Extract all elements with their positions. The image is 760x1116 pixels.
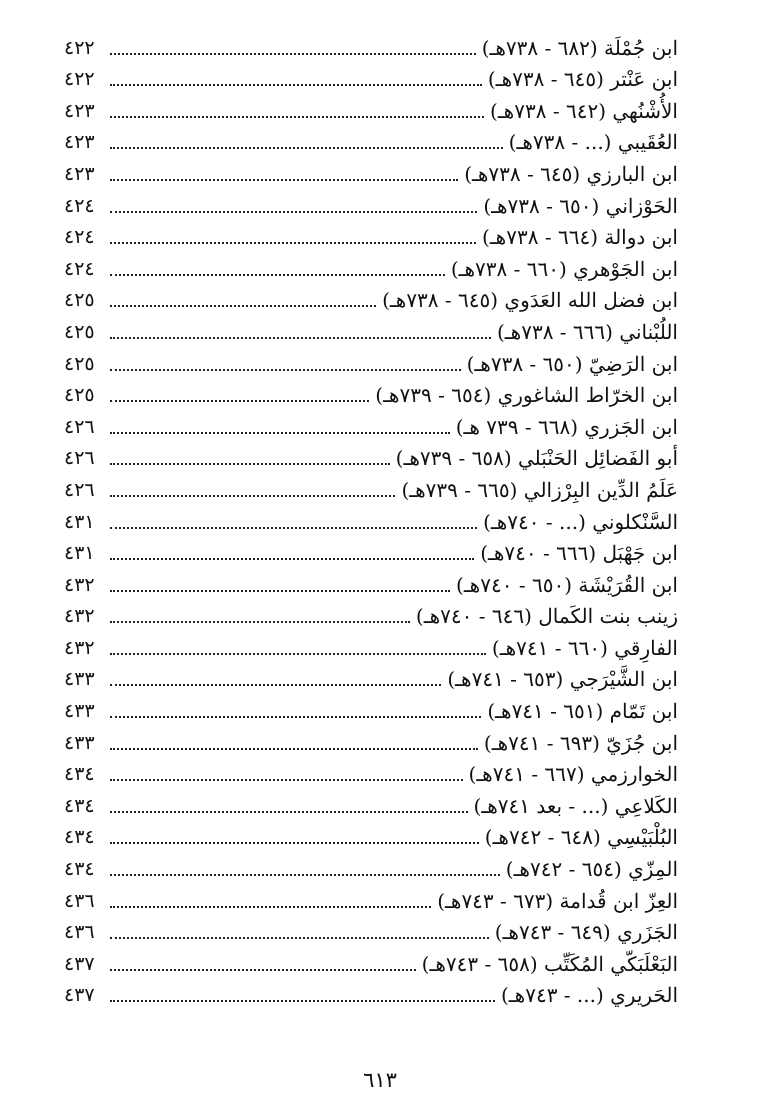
- dot-leader: [110, 842, 479, 844]
- entry-title: الخوارزمي (٦٦٧ - ٧٤١هـ): [468, 762, 678, 787]
- entry-page-number: ٤٢٥: [64, 384, 95, 407]
- entry-title: ابن الجَوْهري (٦٦٠ - ٧٣٨هـ): [450, 256, 678, 281]
- dot-leader: [110, 84, 482, 86]
- entry-title: الكَلاعِي (... - بعد ٧٤١هـ): [473, 793, 678, 818]
- toc-entry: [64, 820, 678, 852]
- page-number: ٦١٣: [363, 1068, 397, 1092]
- entry-page-number: ٤٣٤: [64, 858, 95, 881]
- toc-entry: [64, 188, 678, 220]
- entry-page-number: ٤٣٦: [64, 921, 95, 944]
- toc-entry: [64, 93, 678, 125]
- dot-leader: [110, 969, 416, 971]
- entry-page-number: ٤٣٣: [64, 700, 95, 723]
- entry-page-number: ٤٢٤: [64, 194, 95, 217]
- toc-entry: [64, 536, 678, 568]
- entry-page-number: ٤٣٣: [64, 731, 95, 754]
- entry-title: ابن جُمْلَة (٦٨٢ - ٧٣٨هـ): [481, 35, 678, 60]
- toc-entry: [64, 251, 678, 283]
- dot-leader: [110, 369, 461, 371]
- entry-title: اللُبْناني (٦٦٦ - ٧٣٨هـ): [496, 319, 678, 344]
- entry-title: الحَريري (... - ٧٤٣هـ): [500, 983, 678, 1008]
- dot-leader: [110, 242, 476, 244]
- entry-title: ابن القُرَيْشَة (٦٥٠ - ٧٤٠هـ): [456, 572, 678, 597]
- dot-leader: [110, 906, 431, 908]
- toc-entry: [64, 472, 678, 504]
- toc-entry: [64, 504, 678, 536]
- dot-leader: [110, 179, 458, 181]
- dot-leader: [110, 811, 468, 813]
- dot-leader: [110, 874, 500, 876]
- entry-page-number: ٤٢٤: [64, 257, 95, 280]
- dot-leader: [110, 337, 491, 339]
- entry-title: ابن دوالة (٦٦٤ - ٧٣٨هـ): [482, 225, 678, 250]
- dot-leader: [110, 274, 445, 276]
- dot-leader: [110, 748, 478, 750]
- dot-leader: [110, 147, 503, 149]
- entry-title: ابن الجَزري (٦٦٨ - ٧٣٩ هـ): [455, 414, 678, 439]
- toc-entry: [64, 725, 678, 757]
- entry-page-number: ٤٢٦: [64, 415, 95, 438]
- entry-page-number: ٤٣٧: [64, 984, 95, 1007]
- entry-title: زينب بنت الكَمال (٦٤٦ - ٧٤٠هـ): [415, 604, 678, 629]
- dot-leader: [110, 211, 477, 213]
- toc-entry: [64, 915, 678, 947]
- toc-entry: [64, 30, 678, 62]
- entry-page-number: ٤٢٥: [64, 320, 95, 343]
- entry-page-number: ٤٢٢: [64, 68, 95, 91]
- entry-title: الجَزَري (٦٤٩ - ٧٤٣هـ): [494, 920, 678, 945]
- entry-page-number: ٤٢٥: [64, 289, 95, 312]
- toc-entry: [64, 125, 678, 157]
- toc-entry: [64, 409, 678, 441]
- entry-page-number: ٤٣٧: [64, 952, 95, 975]
- entry-title: ابن تَمّام (٦٥١ - ٧٤١هـ): [487, 699, 678, 724]
- toc-entry: [64, 662, 678, 694]
- dot-leader: [110, 716, 481, 718]
- entry-page-number: ٤٢٤: [64, 226, 95, 249]
- entry-title: أبو الفَضائِل الحَنْبَلي (٦٥٨ - ٧٣٩هـ): [395, 446, 678, 471]
- entry-title: ابن جُزَيّ (٦٩٣ - ٧٤١هـ): [483, 730, 678, 755]
- toc-entry: [64, 314, 678, 346]
- dot-leader: [110, 116, 484, 118]
- dot-leader: [110, 653, 486, 655]
- toc-entry: [64, 283, 678, 315]
- entry-title: المِزّي (٦٥٤ - ٧٤٢هـ): [505, 857, 678, 882]
- entry-page-number: ٤٣٤: [64, 763, 95, 786]
- toc-entry: [64, 788, 678, 820]
- dot-leader: [110, 527, 477, 529]
- dot-leader: [110, 937, 489, 939]
- entry-page-number: ٤٣٣: [64, 668, 95, 691]
- entry-title: السَّنْكلوني (... - ٧٤٠هـ): [483, 509, 678, 534]
- entry-page-number: ٤٢٣: [64, 99, 95, 122]
- dot-leader: [110, 779, 463, 781]
- toc-entry: [64, 220, 678, 252]
- dot-leader: [110, 558, 474, 560]
- toc-entry: [64, 978, 678, 1010]
- dot-leader: [110, 684, 441, 686]
- entry-page-number: ٤٣١: [64, 510, 95, 533]
- toc-entry: [64, 62, 678, 94]
- entry-page-number: ٤٣١: [64, 542, 95, 565]
- toc-entry: [64, 851, 678, 883]
- entry-title: البُلْبَيْسِي (٦٤٨ - ٧٤٢هـ): [484, 825, 678, 850]
- entry-title: ابن الشَّيْرَجي (٦٥٣ - ٧٤١هـ): [447, 667, 678, 692]
- entry-page-number: ٤٢٢: [64, 36, 95, 59]
- dot-leader: [110, 1000, 495, 1002]
- dot-leader: [110, 53, 476, 55]
- entry-page-number: ٤٢٦: [64, 478, 95, 501]
- dot-leader: [110, 590, 450, 592]
- entry-title: الأُشْنُهي (٦٤٢ - ٧٣٨هـ): [490, 98, 678, 123]
- dot-leader: [110, 621, 410, 623]
- toc-entry: [64, 346, 678, 378]
- toc-entry: [64, 156, 678, 188]
- entry-page-number: ٤٢٣: [64, 131, 95, 154]
- entry-title: الفارِقي (٦٦٠ - ٧٤١هـ): [491, 635, 678, 660]
- entry-page-number: ٤٣٤: [64, 826, 95, 849]
- toc-entry: [64, 757, 678, 789]
- entry-page-number: ٤٣٤: [64, 794, 95, 817]
- entry-title: ابن الرَضِيّ (٦٥٠ - ٧٣٨هـ): [466, 351, 678, 376]
- toc-entry: [64, 567, 678, 599]
- dot-leader: [110, 400, 369, 402]
- entry-title: ابن فضل الله العَدَوي (٦٤٥ - ٧٣٨هـ): [382, 288, 678, 313]
- toc-entry: [64, 630, 678, 662]
- entry-title: ابن عَنْتر (٦٤٥ - ٧٣٨هـ): [487, 67, 678, 92]
- entry-title: ابن البارزي (٦٤٥ - ٧٣٨هـ): [464, 161, 678, 186]
- toc-entry: [64, 883, 678, 915]
- toc-entry: [64, 693, 678, 725]
- dot-leader: [110, 432, 450, 434]
- entry-title: العُقَيبي (... - ٧٣٨هـ): [508, 130, 678, 155]
- entry-title: البَعْلَبَكّي المُكَتِّب (٦٥٨ - ٧٤٣هـ): [421, 951, 678, 976]
- entry-title: ابن الخرّاط الشاغوري (٦٥٤ - ٧٣٩هـ): [375, 383, 678, 408]
- entry-title: العِزّ ابن قُدامة (٦٧٣ - ٧٤٣هـ): [437, 888, 678, 913]
- entry-title: عَلَمُ الدِّين البِرْزالي (٦٦٥ - ٧٣٩هـ): [401, 477, 678, 502]
- entry-page-number: ٤٣٢: [64, 605, 95, 628]
- entry-page-number: ٤٣٦: [64, 889, 95, 912]
- toc-entry: [64, 378, 678, 410]
- toc-entry: [64, 599, 678, 631]
- entry-page-number: ٤٢٦: [64, 447, 95, 470]
- entry-title: الحَوْزاني (٦٥٠ - ٧٣٨هـ): [483, 193, 678, 218]
- dot-leader: [110, 305, 376, 307]
- dot-leader: [110, 463, 390, 465]
- toc-entry: [64, 441, 678, 473]
- toc-entry: [64, 946, 678, 978]
- entry-page-number: ٤٣٢: [64, 573, 95, 596]
- entry-page-number: ٤٢٣: [64, 162, 95, 185]
- entry-page-number: ٤٢٥: [64, 352, 95, 375]
- entry-page-number: ٤٣٢: [64, 636, 95, 659]
- table-of-contents: [64, 30, 678, 1009]
- entry-title: ابن جَهْبَل (٦٦٦ - ٧٤٠هـ): [480, 541, 678, 566]
- dot-leader: [110, 495, 395, 497]
